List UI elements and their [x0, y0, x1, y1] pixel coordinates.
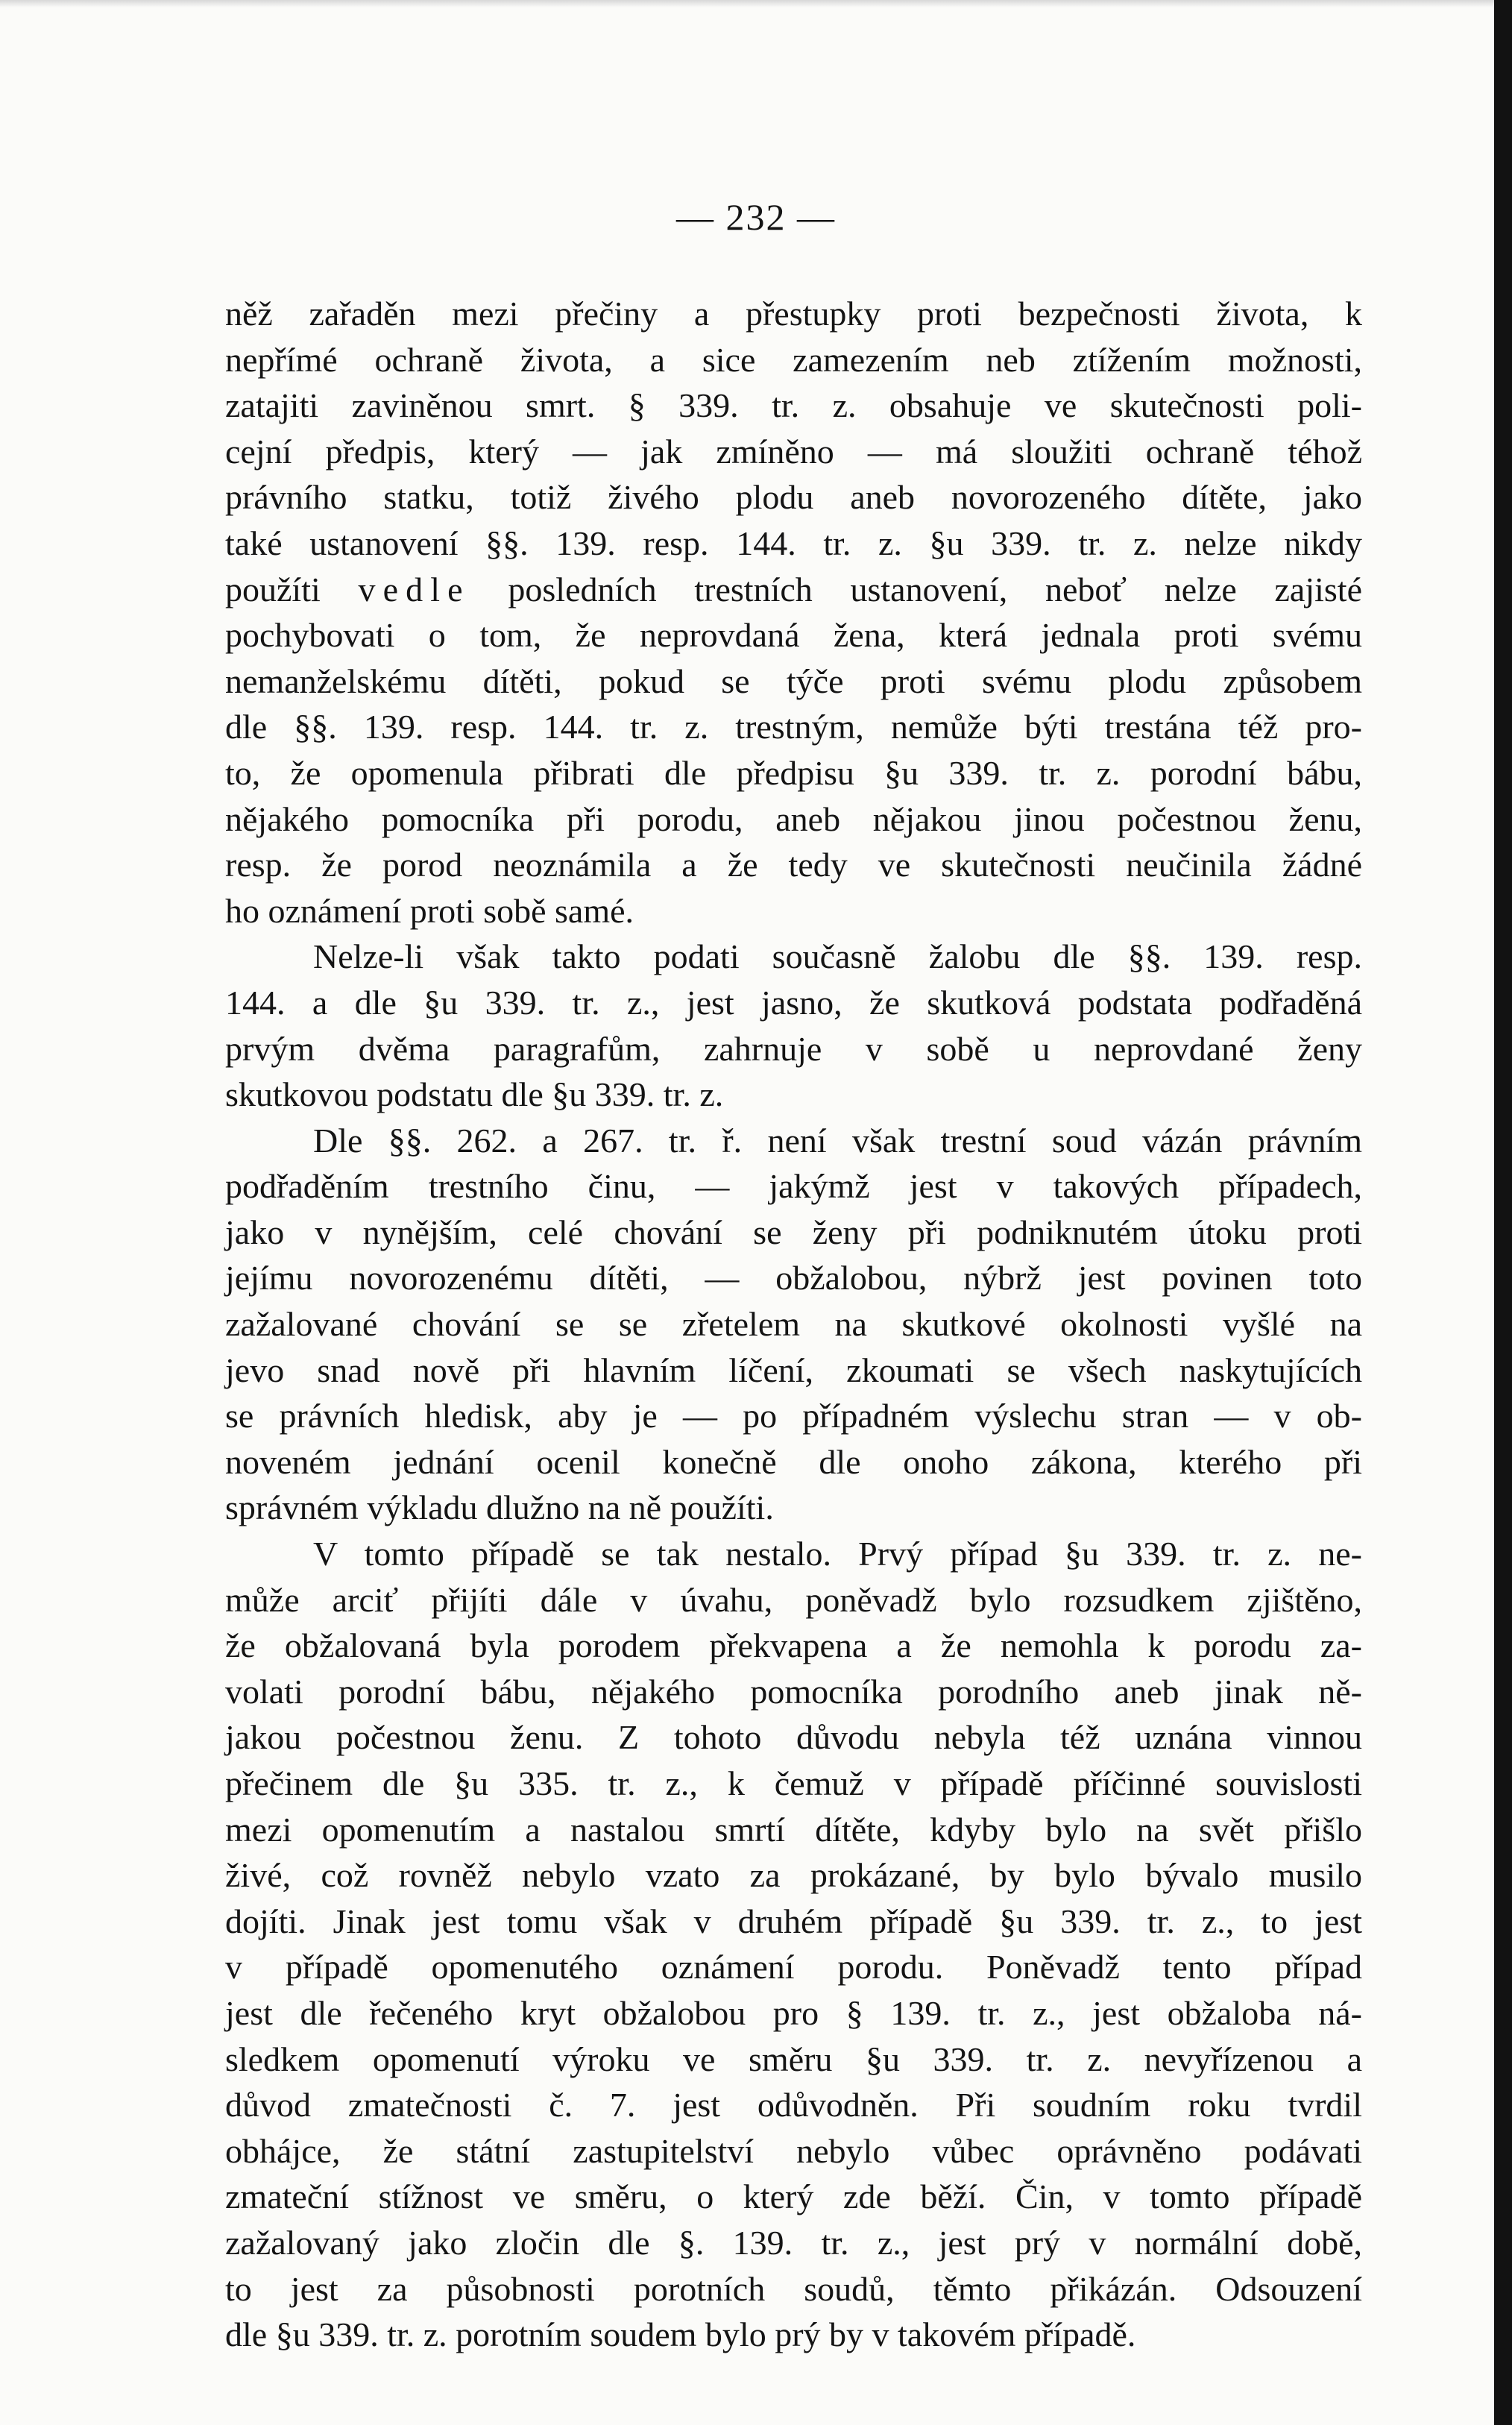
text-line: nějakého pomocníka při porodu, aneb nějakou jinou počestnou ženu, — [225, 799, 1362, 838]
text-line: Dle §§. 262. a 267. tr. ř. není však trestní soud vázán právním — [313, 1121, 1362, 1160]
text-line: ho oznámení proti sobě samé. — [225, 891, 634, 930]
text-line: sledkem opomenutí výroku ve směru §u 339. tr. z. nevyřízenou a — [225, 2039, 1362, 2078]
text-line: živé, což rovněž nebylo vzato za prokázané, by bylo bývalo musilo — [225, 1856, 1362, 1895]
paragraph — [225, 934, 1362, 1117]
text-line: Nelze-li však takto podati současně žalobu dle §§. 139. resp. — [313, 937, 1362, 976]
text-line: také ustanovení §§. 139. resp. 144. tr. z. §u 339. tr. z. nelze nikdy — [225, 523, 1362, 562]
text-line: zmateční stížnost ve směru, o který zde běží. Čin, v tomto případě — [225, 2177, 1362, 2216]
paragraph — [225, 291, 1362, 934]
text-line: nepřímé ochraně života, a sice zamezením neb ztížením možnosti, — [225, 340, 1362, 379]
text-line: volati porodní bábu, nějakého pomocníka porodního aneb jinak ně- — [225, 1672, 1362, 1711]
text-line: jakou počestnou ženu. Z tohoto důvodu nebyla též uznána vinnou — [225, 1718, 1362, 1757]
text-line: dle §§. 139. resp. 144. tr. z. trestným, nemůže býti trestána též pro- — [225, 708, 1362, 746]
text-line: nemanželskému dítěti, pokud se týče proti svému plodu způsobem — [225, 661, 1362, 700]
text-line: jejímu novorozenému dítěti, — obžalobou, nýbrž jest povinen toto — [225, 1259, 1362, 1298]
text-line: něž zařaděn mezi přečiny a přestupky proti bezpečnosti života, k — [225, 295, 1362, 333]
text-line: zažalovaný jako zločin dle §. 139. tr. z., jest prý v normální době, — [225, 2223, 1362, 2262]
text-line: jako v nynějším, celé chování se ženy při podniknutém útoku proti — [225, 1212, 1362, 1251]
text-line: resp. že porod neoznámila a že tedy ve skutečnosti neučinila žádné — [225, 846, 1362, 884]
text-line: V tomto případě se tak nestalo. Prvý případ §u 339. tr. z. ne- — [313, 1535, 1362, 1573]
text-line: v případě opomenutého oznámení porodu. Poněvadž tento případ — [225, 1948, 1362, 1987]
text-line: to jest za působnosti porotních soudů, těmto přikázán. Odsouzení — [225, 2269, 1362, 2308]
text-line: dle §u 339. tr. z. porotním soudem bylo prý by v takovém případě. — [225, 2315, 1136, 2354]
text-line: se právních hledisk, aby je — po případném výslechu stran — v ob- — [225, 1397, 1362, 1435]
text-line: noveném jednání ocenil konečně dle onoho zákona, kterého při — [225, 1442, 1362, 1481]
text-line: zažalované chování se se zřetelem na skutkové okolnosti vyšlé na — [225, 1305, 1362, 1344]
paragraph — [225, 1531, 1362, 2358]
text-line: jevo snad nově při hlavním líčení, zkoumati se všech naskytujících — [225, 1350, 1362, 1389]
text-line: skutkovou podstatu dle §u 339. tr. z. — [225, 1075, 724, 1114]
text-line: zatajiti zaviněnou smrt. § 339. tr. z. obsahuje ve skutečnosti poli- — [225, 386, 1362, 425]
text-line: může arciť přijíti dále v úvahu, poněvadž bylo rozsudkem zjištěno, — [225, 1580, 1362, 1619]
text-line: jest dle řečeného kryt obžalobou pro § 139. tr. z., jest obžaloba ná- — [225, 1993, 1362, 2032]
text-line: přečinem dle §u 335. tr. z., k čemuž v případě příčinné souvislosti — [225, 1764, 1362, 1802]
paragraph — [225, 1118, 1362, 1531]
text-line: správném výkladu dlužno na ně použíti. — [225, 1488, 774, 1527]
scan-right-edge — [1494, 0, 1512, 2425]
text-line: důvod zmatečnosti č. 7. jest odůvodněn. Při soudním roku tvrdil — [225, 2086, 1362, 2124]
text-line: pochybovati o tom, že neprovdaná žena, která jednala proti svému — [225, 616, 1362, 655]
spaced-emphasis: vedle — [358, 570, 470, 608]
text-line: to, že opomenula přibrati dle předpisu §u 339. tr. z. porodní bábu, — [225, 753, 1362, 792]
text-line: použíti vedle posledních trestních ustanovení, neboť nelze zajisté — [225, 570, 1362, 608]
page-number: — 232 — — [676, 196, 836, 238]
text-line: že obžalovaná byla porodem překvapena a že nemohla k porodu za- — [225, 1626, 1362, 1665]
text-line: mezi opomenutím a nastalou smrtí dítěte, kdyby bylo na svět přišlo — [225, 1810, 1362, 1849]
text-line: podřaděním trestního činu, — jakýmž jest v takových případech, — [225, 1167, 1362, 1206]
text-line: cejní předpis, který — jak zmíněno — má sloužiti ochraně téhož — [225, 432, 1362, 471]
scan-top-edge — [0, 0, 1512, 7]
body-text — [225, 291, 1362, 2358]
text-line: dojíti. Jinak jest tomu však v druhém případě §u 339. tr. z., to jest — [225, 1902, 1362, 1940]
text-line: právního statku, totiž živého plodu aneb novorozeného dítěte, jako — [225, 478, 1362, 517]
text-line: 144. a dle §u 339. tr. z., jest jasno, že skutková podstata podřaděná — [225, 983, 1362, 1022]
text-line: prvým dvěma paragrafům, zahrnuje v sobě u neprovdané ženy — [225, 1029, 1362, 1068]
text-line: obhájce, že státní zastupitelství nebylo vůbec oprávněno podávati — [225, 2131, 1362, 2170]
